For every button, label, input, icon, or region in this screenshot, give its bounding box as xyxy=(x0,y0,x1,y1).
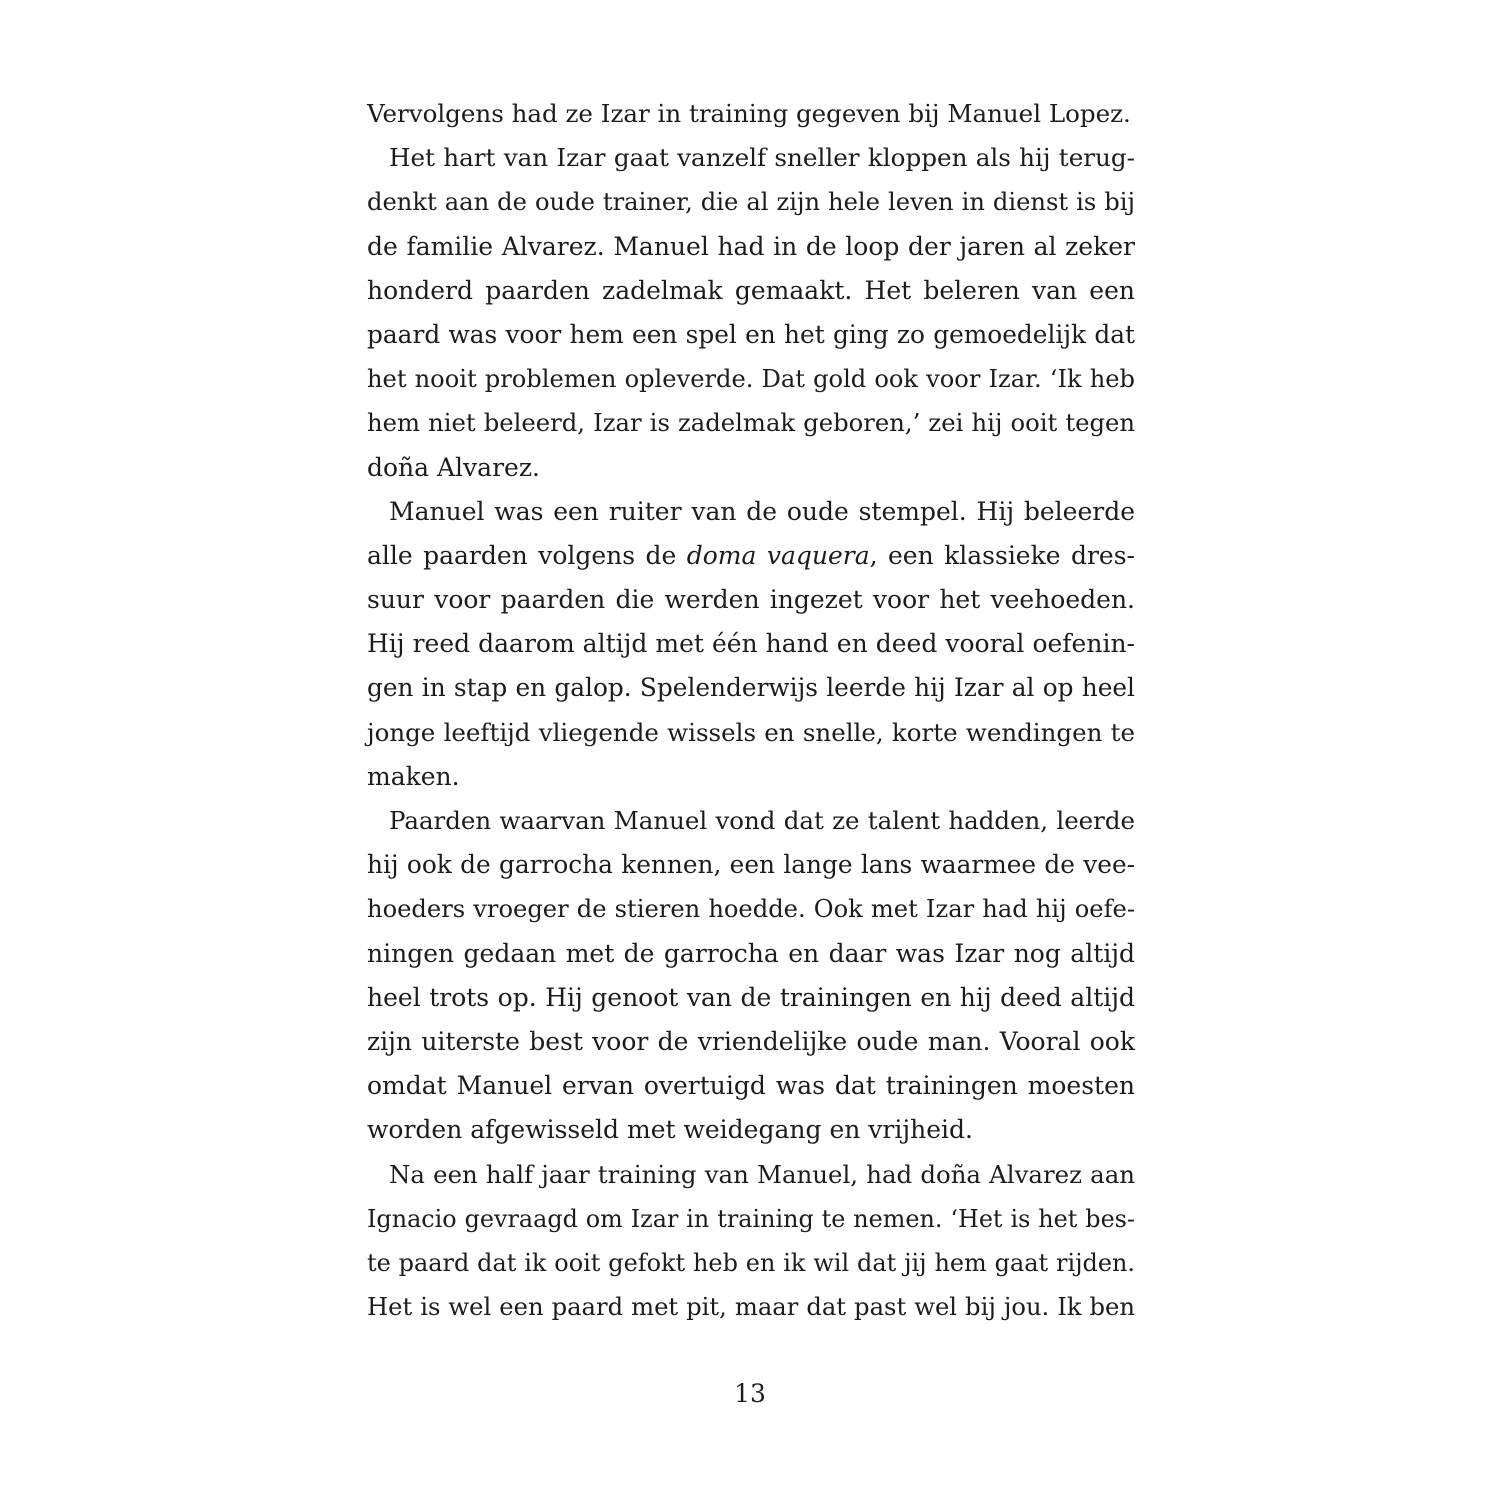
text-line: hoeders vroeger de stieren hoedde. Ook met Izar had hij oefe- xyxy=(367,895,1135,924)
text-segment: , een klassieke dres- xyxy=(869,540,1135,570)
text-line: hem niet beleerd, Izar is zadelmak geboren,’ zei hij ooit tegen xyxy=(367,408,1135,438)
text-line: doña Alvarez. xyxy=(367,452,540,482)
body-text xyxy=(367,92,1135,1329)
text-line: zijn uiterste best voor de vriendelijke oude man. Vooral ook xyxy=(367,1026,1135,1056)
text-line: Vervolgens had ze Izar in training gegeven bij Manuel Lopez. xyxy=(367,99,1131,128)
text-line: het nooit problemen opleverde. Dat gold ook voor Izar. ‘Ik heb xyxy=(367,365,1135,394)
text-line: Hij reed daarom altijd met één hand en deed vooral oefenin- xyxy=(367,629,1135,659)
text-line: omdat Manuel ervan overtuigd was dat trainingen moesten xyxy=(367,1071,1135,1101)
text-line: worden afgewisseld met weidegang en vrijheid. xyxy=(367,1115,973,1145)
text-line: te paard dat ik ooit gefokt heb en ik wil dat jij hem gaat rijden. xyxy=(367,1248,1135,1277)
text-line: Het is wel een paard met pit, maar dat past wel bij jou. Ik ben xyxy=(367,1292,1135,1322)
text-line: Paarden waarvan Manuel vond dat ze talent hadden, leerde xyxy=(389,806,1135,835)
text-line: Manuel was een ruiter van de oude stempel. Hij beleerde xyxy=(389,496,1135,526)
text-line: de familie Alvarez. Manuel had in de loop der jaren al zeker xyxy=(367,231,1135,261)
text-line: Het hart van Izar gaat vanzelf sneller kloppen als hij terug- xyxy=(389,143,1135,173)
text-line: hij ook de garrocha kennen, een lange lans waarmee de vee- xyxy=(367,850,1135,880)
text-line xyxy=(367,534,1135,578)
text-line: ningen gedaan met de garrocha en daar was Izar nog altijd xyxy=(367,938,1135,968)
text-line: Ignacio gevraagd om Izar in training te nemen. ‘Het is het bes- xyxy=(367,1204,1135,1233)
text-line: maken. xyxy=(367,761,460,791)
text-line: denkt aan de oude trainer, die al zijn hele leven in dienst is bij xyxy=(367,188,1135,217)
text-line: heel trots op. Hij genoot van de trainingen en hij deed altijd xyxy=(367,982,1135,1012)
text-line: paard was voor hem een spel en het ging zo gemoedelijk dat xyxy=(367,319,1135,349)
text-line: Na een half jaar training van Manuel, had doña Alvarez aan xyxy=(389,1159,1135,1189)
text-line: gen in stap en galop. Spelenderwijs leerde hij Izar al op heel xyxy=(367,673,1135,703)
text-segment: alle paarden volgens de xyxy=(367,540,687,570)
page-number: 13 xyxy=(734,1379,766,1408)
text-line: jonge leeftijd vliegende wissels en snelle, korte wendingen te xyxy=(367,717,1135,747)
text-line: honderd paarden zadelmak gemaakt. Het beleren van een xyxy=(367,275,1135,305)
italic-term: doma vaquera xyxy=(686,540,870,570)
text-line: suur voor paarden die werden ingezet voor het veehoeden. xyxy=(367,585,1135,615)
